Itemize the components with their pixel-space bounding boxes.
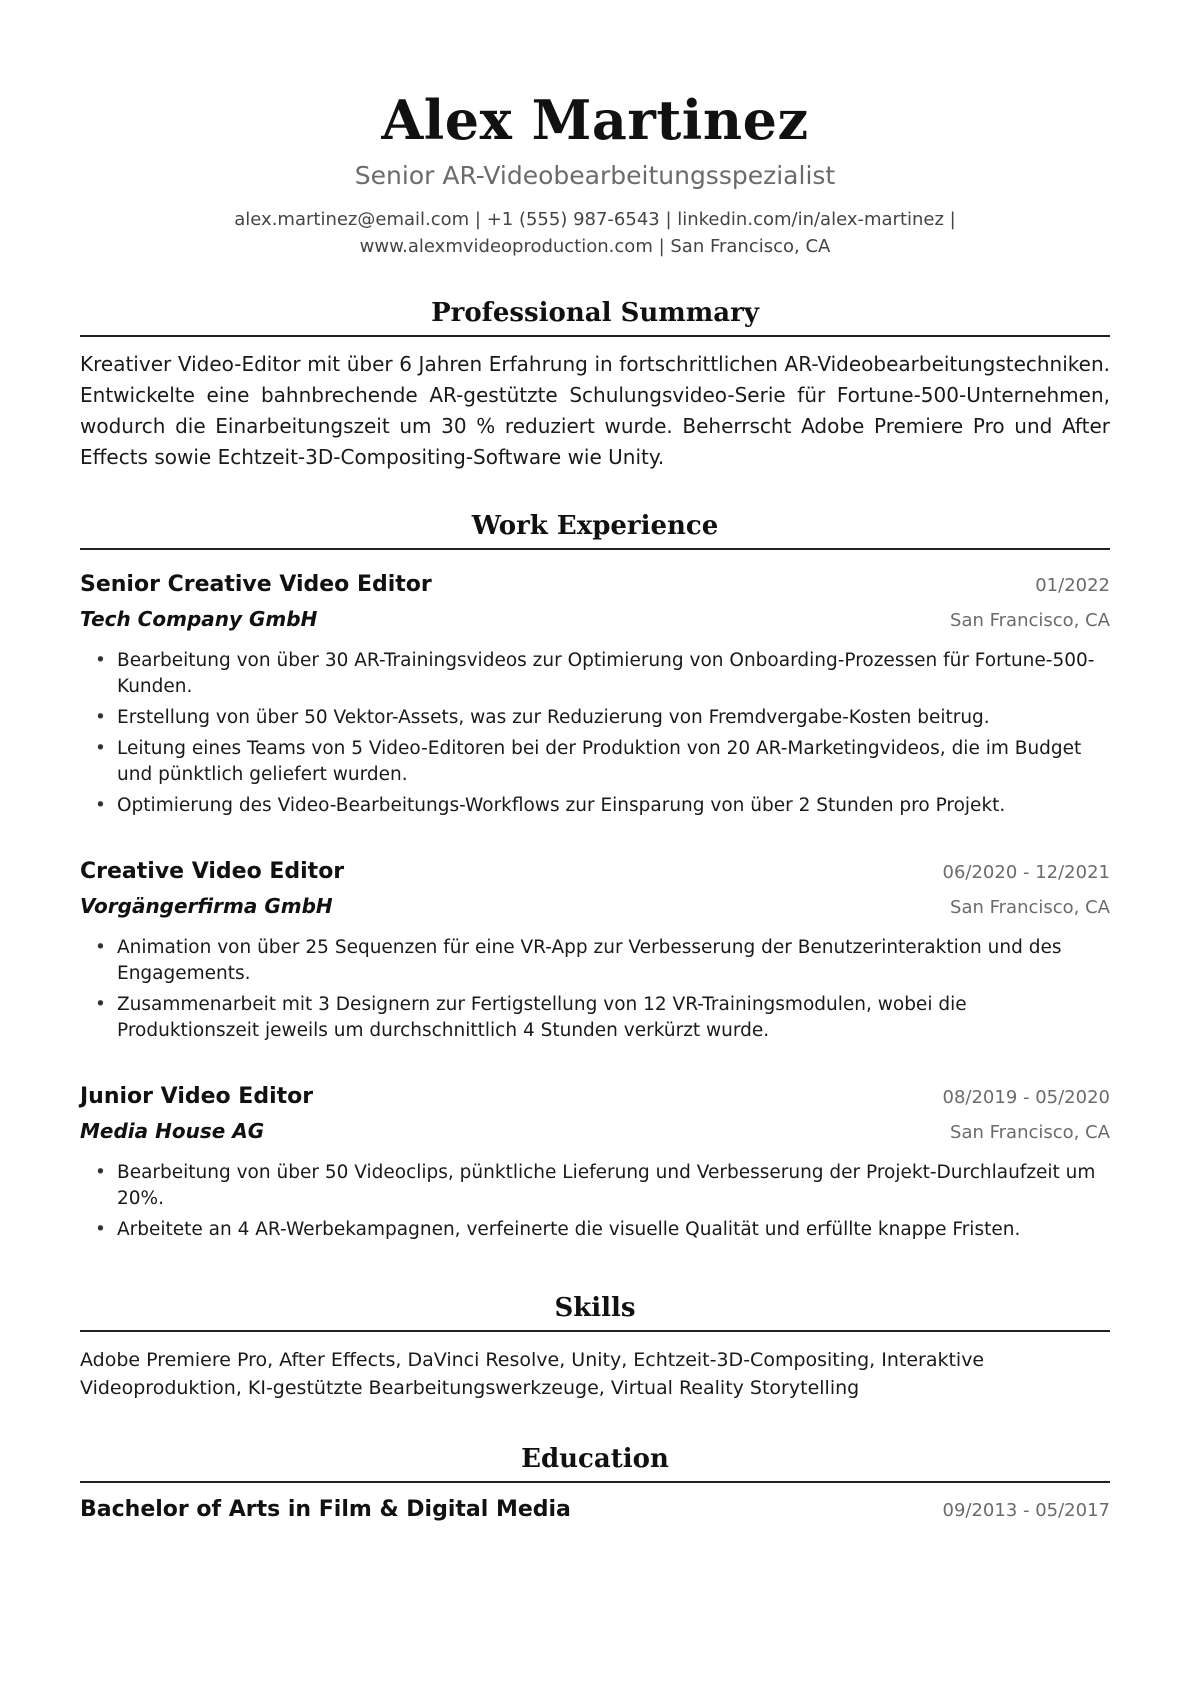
candidate-name: Alex Martinez [381,88,809,152]
resume-page [80,0,1110,1527]
job-bullets [80,935,1110,1044]
job-header [80,1080,1110,1114]
job-company: Vorgängerfirma GmbH [80,894,333,918]
job-bullets [80,648,1110,819]
job-date: 06/2020 - 12/2021 [942,862,1110,883]
candidate-title: Senior AR-Videobearbeitungsspezialist [354,161,836,190]
job-bullets [80,1160,1110,1243]
job-company: Media House AG [80,1119,265,1143]
experience-section [80,509,1110,1243]
education-entry [80,1493,1110,1527]
list-item: • Optimierung des Video-Bearbeitungs-Workflows zur Einsparung von über 2 Stunden pro Projekt. [80,793,1110,819]
job-header [80,568,1110,602]
job-company: Tech Company GmbH [80,607,318,631]
list-item: • Bearbeitung von über 30 AR-Trainingsvideos zur Optimierung von Onboarding-Prozessen für Fortune-500-Kunden. [80,648,1110,700]
job-location: San Francisco, CA [950,610,1110,631]
list-item: • Zusammenarbeit mit 3 Designern zur Fertigstellung von 12 VR-Trainingsmodulen, wobei die Produktionszeit jeweils um durchschnittlich 4 Stunden verkürzt wurde. [80,992,1110,1044]
job-location: San Francisco, CA [950,1122,1110,1143]
job-header [80,855,1110,889]
experience-heading: Work Experience [80,509,1110,550]
education-section [80,1442,1110,1527]
job-role: Senior Creative Video Editor [80,572,432,597]
list-item: • Leitung eines Teams von 5 Video-Editoren bei der Produktion von 20 AR-Marketingvideos, die im Budget und pünktlich geliefert wurden. [80,736,1110,788]
education-date: 09/2013 - 05/2017 [942,1500,1110,1521]
skills-heading: Skills [80,1291,1110,1332]
summary-text: Kreativer Video-Editor mit über 6 Jahren Erfahrung in fortschrittlichen AR-Videobearbeitungstechniken. Entwickelte eine bahnbrechende AR-gestützte Schulungsvideo-Serie für Fortune-500-Unternehmen, wodurch die Einarbeitungszeit um 30 % reduziert wurde. Beherrscht Adobe Premiere Pro und After Effects sowie Echtzeit-3D-Compositing-Software wie Unity. [80,352,1110,469]
job-entry [80,855,1110,1044]
list-item: • Bearbeitung von über 50 Videoclips, pünktliche Lieferung und Verbesserung der Projekt-Durchlaufzeit um 20%. [80,1160,1110,1212]
list-item: • Erstellung von über 50 Vektor-Assets, was zur Reduzierung von Fremdvergabe-Kosten beitrug. [80,705,1110,731]
job-subheader [80,889,1110,923]
job-role: Junior Video Editor [80,1084,314,1109]
contact-line-1: alex.martinez@email.com | +1 (555) 987-6543 | linkedin.com/in/alex-martinez | [234,209,956,230]
job-entry [80,1080,1110,1243]
skills-text: Adobe Premiere Pro, After Effects, DaVinci Resolve, Unity, Echtzeit-3D-Compositing, Interaktive Videoproduktion, KI-gestützte Bearbeitungswerkzeuge, Virtual Reality Storytelling [80,1349,985,1399]
job-date: 08/2019 - 05/2020 [942,1087,1110,1108]
contact-line-2: www.alexmvideoproduction.com | San Francisco, CA [359,236,831,257]
job-location: San Francisco, CA [950,897,1110,918]
education-degree: Bachelor of Arts in Film & Digital Media [80,1497,571,1522]
job-subheader [80,602,1110,636]
job-date: 01/2022 [1035,575,1110,596]
list-item: • Arbeitete an 4 AR-Werbekampagnen, verfeinerte die visuelle Qualität und erfüllte knappe Fristen. [80,1217,1110,1243]
list-item: • Animation von über 25 Sequenzen für eine VR-App zur Verbesserung der Benutzerinteraktion und des Engagements. [80,935,1110,987]
education-heading: Education [80,1442,1110,1483]
job-subheader [80,1114,1110,1148]
summary-section [80,296,1110,473]
skills-section [80,1291,1110,1402]
summary-heading: Professional Summary [80,296,1110,337]
job-role: Creative Video Editor [80,859,345,884]
contact-info [80,206,1110,260]
job-entry [80,568,1110,819]
